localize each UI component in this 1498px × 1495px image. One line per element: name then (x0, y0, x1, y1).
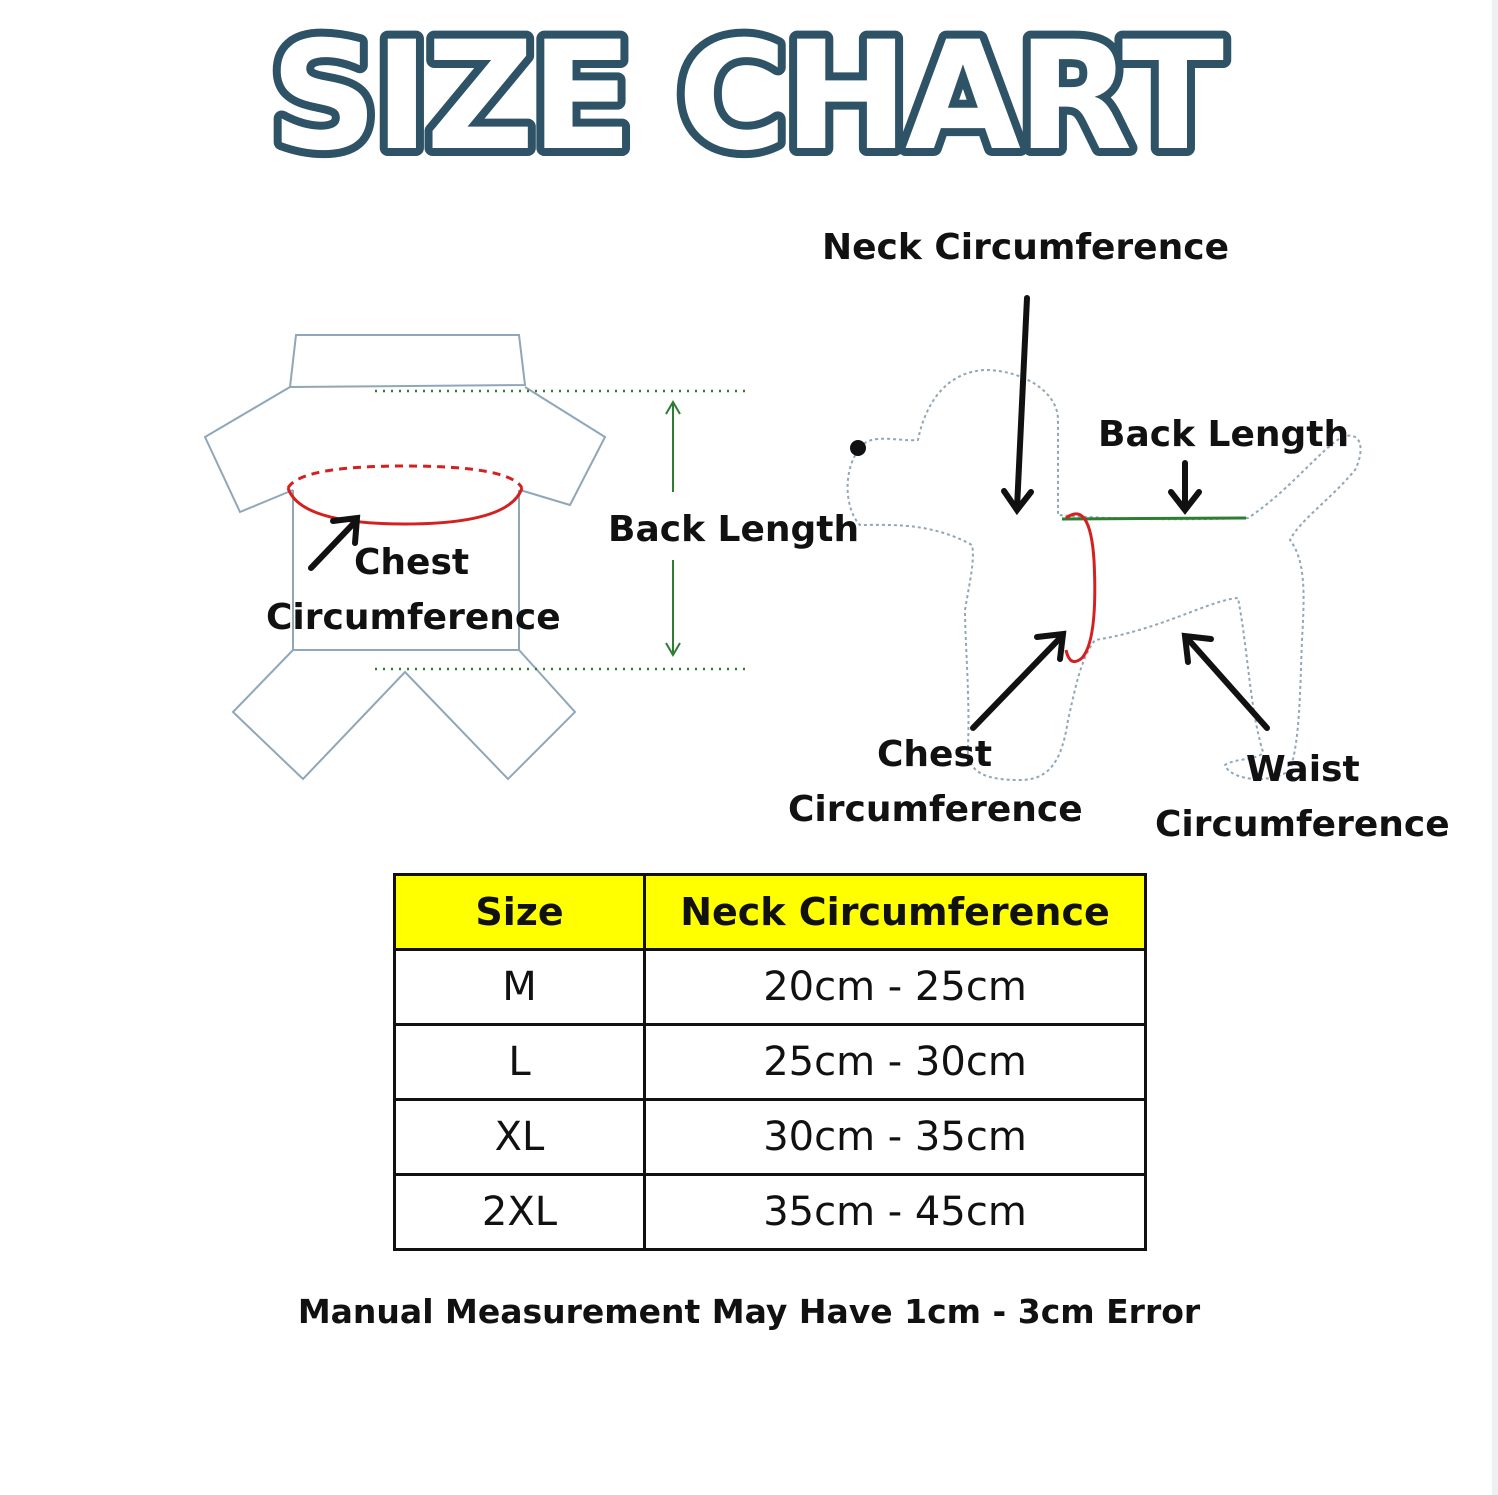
neck-range-cell: 35cm - 45cm (645, 1175, 1146, 1250)
table-row (395, 1175, 1146, 1250)
size-cell: XL (395, 1100, 645, 1175)
dog-back-length-label: Back Length (1098, 414, 1350, 455)
dog-back-length-line (1062, 518, 1246, 519)
size-table (393, 873, 1147, 1251)
dog-chest-label-line1: Chest (877, 734, 993, 775)
neck-arrow (1004, 298, 1031, 510)
page-title: SIZE CHART (269, 10, 1221, 184)
size-cell: M (395, 950, 645, 1025)
table-row (395, 950, 1146, 1025)
measurement-error-note: Manual Measurement May Have 1cm - 3cm Error (297, 1292, 1201, 1331)
neck-column-header: Neck Circumference (645, 875, 1146, 950)
garment-chest-measure-line (288, 488, 522, 524)
neck-circumference-label: Neck Circumference (822, 227, 1229, 268)
neck-range-cell: 20cm - 25cm (645, 950, 1146, 1025)
garment-chest-label-line1: Chest (354, 542, 470, 583)
size-cell: 2XL (395, 1175, 645, 1250)
waist-label-line1: Waist (1246, 749, 1360, 790)
dog-chest-label-line2: Circumference (788, 789, 1083, 830)
neck-range-cell: 25cm - 30cm (645, 1025, 1146, 1100)
table-header-row (395, 875, 1146, 950)
back-length-dog-arrow (1171, 463, 1199, 510)
garment-back-length-label: Back Length (608, 509, 860, 550)
dog-chest-measure-line (1066, 514, 1095, 662)
waist-label-line2: Circumference (1155, 804, 1450, 845)
dog-chest-arrow (973, 634, 1063, 728)
dog-nose (850, 440, 866, 456)
neck-range-cell: 30cm - 35cm (645, 1100, 1146, 1175)
garment-chest-measure-back (288, 466, 522, 488)
waist-arrow (1185, 636, 1267, 728)
size-cell: L (395, 1025, 645, 1100)
table-row (395, 1025, 1146, 1100)
garment-chest-label-line2: Circumference (266, 597, 561, 638)
size-column-header: Size (395, 875, 645, 950)
table-row (395, 1100, 1146, 1175)
garment-chest-arrow (311, 518, 357, 568)
